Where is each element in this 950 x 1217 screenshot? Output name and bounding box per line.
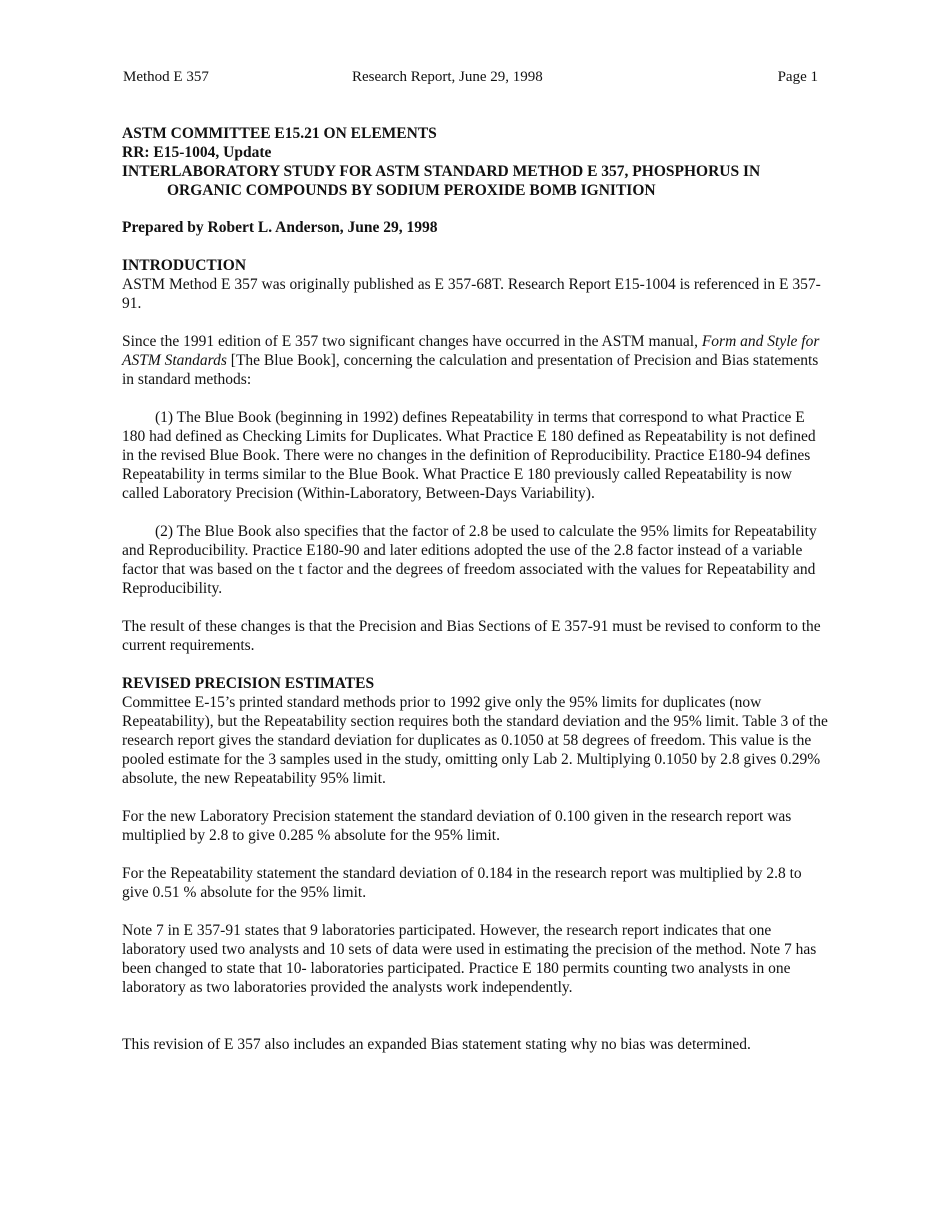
prepared-by: Prepared by Robert L. Anderson, June 29, 1998 <box>122 219 438 236</box>
intro-paragraph-2 <box>122 332 830 389</box>
intro-paragraph-5: The result of these changes is that the Precision and Bias Sections of E 357-91 must be revised to conform to the current requirements. <box>122 618 821 654</box>
study-title-line1: INTERLABORATORY STUDY FOR ASTM STANDARD METHOD E 357, PHOSPHORUS IN <box>122 163 761 180</box>
report-id: RR: E15-1004, Update <box>122 144 272 161</box>
header-method: Method E 357 <box>123 69 209 85</box>
running-header <box>123 68 818 88</box>
intro-paragraph-1: ASTM Method E 357 was originally published as E 357-68T. Research Report E15-1004 is referenced in E 357-91. <box>122 276 821 312</box>
revised-paragraph-2: For the new Laboratory Precision statement the standard deviation of 0.100 given in the research report was multiplied by 2.8 to give 0.285 % absolute for the 95% limit. <box>122 808 792 844</box>
document-body <box>122 124 830 1054</box>
intro-paragraph-3: (1) The Blue Book (beginning in 1992) defines Repeatability in terms that correspond to what Practice E 180 had defined as Checking Limits for Duplicates. What Practice E 180 defined as Repeatability is not defined in the revised Blue Book. There were no changes in the definition of Reproducibility. Practice E180-94 defines Repeatability in terms similar to the Blue Book. What Practice E 180 previously called Repeatability is now called Laboratory Precision (Within-Laboratory, Between-Days Variability). <box>122 409 816 502</box>
study-title-line2: ORGANIC COMPOUNDS BY SODIUM PEROXIDE BOMB IGNITION <box>167 182 656 199</box>
title-block <box>122 124 830 200</box>
revised-paragraph-1: Committee E-15’s printed standard methods prior to 1992 give only the 95% limits for duplicates (now Repeatability), but the Repeatability section requires both the standard deviation and the 95% limit. Table 3 of the research report gives the standard deviation for duplicates as 0.1050 at 58 degrees of freedom. This value is the pooled estimate for the 3 samples used in the study, omitting only Lab 2. Multiplying 0.1050 by 2.8 gives 0.29% absolute, the new Repeatability 95% limit. <box>122 694 828 787</box>
committee-title: ASTM COMMITTEE E15.21 ON ELEMENTS <box>122 125 437 142</box>
intro-paragraph-4: (2) The Blue Book also specifies that the factor of 2.8 be used to calculate the 95% limits for Repeatability and Reproducibility. Practice E180-90 and later editions adopted the use of the 2.8 factor instead of a variable factor that was based on the t factor and the degrees of freedom associated with the values for Repeatability and Reproducibility. <box>122 523 817 597</box>
blue-book-title: Form and Style for ASTM Standards <box>122 333 820 369</box>
revised-paragraph-5: This revision of E 357 also includes an expanded Bias statement stating why no bias was determined. <box>122 1036 751 1053</box>
revised-precision-heading: REVISED PRECISION ESTIMATES <box>122 675 375 692</box>
revised-paragraph-4: Note 7 in E 357-91 states that 9 laboratories participated. However, the research report indicates that one laboratory used two analysts and 10 sets of data were used in estimating the precision of the method. Note 7 has been changed to state that 10- laboratories participated. Practice E 180 permits counting two analysts in one laboratory as two laboratories provided the analysts work independently. <box>122 922 817 996</box>
intro-p2-end: [The Blue Book], concerning the calculation and presentation of Precision and Bias statements in standard methods: <box>122 352 819 388</box>
header-report-date: Research Report, June 29, 1998 <box>352 69 543 85</box>
header-page-number: Page 1 <box>777 69 818 85</box>
introduction-heading: INTRODUCTION <box>122 257 247 274</box>
intro-p2-start: Since the 1991 edition of E 357 two significant changes have occurred in the ASTM manual, <box>122 333 702 350</box>
revised-paragraph-3: For the Repeatability statement the standard deviation of 0.184 in the research report was multiplied by 2.8 to give 0.51 % absolute for the 95% limit. <box>122 865 802 901</box>
